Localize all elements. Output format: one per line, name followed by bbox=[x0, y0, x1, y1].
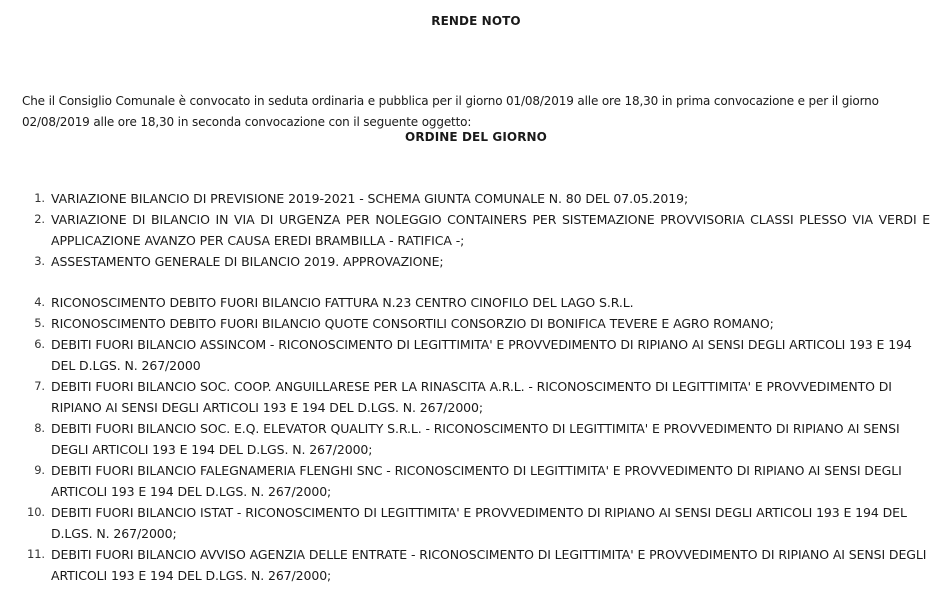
agenda-item-number: 3. bbox=[34, 254, 45, 268]
agenda-item bbox=[0, 313, 952, 334]
agenda-item-text: DEBITI FUORI BILANCIO FALEGNAMERIA FLENGHI SNC - RICONOSCIMENTO DI LEGITTIMITA' E PROVVEDIMENTO DI RIPIANO AI SENSI DEGLI ARTICOLI 193 E 194 DEL D.LGS. N. 267/2000; bbox=[51, 463, 902, 499]
agenda-list bbox=[0, 188, 952, 586]
agenda-item bbox=[0, 334, 952, 376]
agenda-item-number: 5. bbox=[34, 316, 45, 330]
page-title: RENDE NOTO bbox=[431, 14, 521, 28]
agenda-item-number: 10. bbox=[27, 505, 45, 519]
agenda-item bbox=[0, 209, 952, 251]
agenda-item-number: 9. bbox=[34, 463, 45, 477]
agenda-item-number: 2. bbox=[34, 212, 45, 226]
agenda-item-text: RICONOSCIMENTO DEBITO FUORI BILANCIO FATTURA N.23 CENTRO CINOFILO DEL LAGO S.R.L. bbox=[51, 295, 634, 310]
agenda-item-text: VARIAZIONE BILANCIO DI PREVISIONE 2019-2021 - SCHEMA GIUNTA COMUNALE N. 80 DEL 07.05.2019; bbox=[51, 191, 689, 206]
agenda-item-text: ASSESTAMENTO GENERALE DI BILANCIO 2019. APPROVAZIONE; bbox=[51, 254, 444, 269]
agenda-item bbox=[0, 418, 952, 460]
agenda-title: ORDINE DEL GIORNO bbox=[405, 130, 547, 144]
agenda-item-number: 7. bbox=[34, 379, 45, 393]
agenda-item bbox=[0, 292, 952, 313]
agenda-item-text: DEBITI FUORI BILANCIO SOC. COOP. ANGUILLARESE PER LA RINASCITA A.R.L. - RICONOSCIMENTO DI LEGITTIMITA' E PROVVEDIMENTO DI RIPIANO AI SENSI DEGLI ARTICOLI 193 E 194 DEL D.LGS. N. 267/2000; bbox=[51, 379, 892, 415]
agenda-item-number: 6. bbox=[34, 337, 45, 351]
agenda-item bbox=[0, 544, 952, 586]
agenda-item-number: 1. bbox=[34, 191, 45, 205]
agenda-item bbox=[0, 460, 952, 502]
agenda-item-text: RICONOSCIMENTO DEBITO FUORI BILANCIO QUOTE CONSORTILI CONSORZIO DI BONIFICA TEVERE E AGRO ROMANO; bbox=[51, 316, 774, 331]
agenda-item-text: DEBITI FUORI BILANCIO ISTAT - RICONOSCIMENTO DI LEGITTIMITA' E PROVVEDIMENTO DI RIPIANO AI SENSI DEGLI ARTICOLI 193 E 194 DEL D.LGS. N. 267/2000; bbox=[51, 505, 907, 541]
agenda-item-text: DEBITI FUORI BILANCIO ASSINCOM - RICONOSCIMENTO DI LEGITTIMITA' E PROVVEDIMENTO DI RIPIANO AI SENSI DEGLI ARTICOLI 193 E 194 DEL D.LGS. N. 267/2000 bbox=[51, 337, 912, 373]
agenda-item bbox=[0, 188, 952, 209]
agenda-item-text: DEBITI FUORI BILANCIO AVVISO AGENZIA DELLE ENTRATE - RICONOSCIMENTO DI LEGITTIMITA' E PROVVEDIMENTO DI RIPIANO AI SENSI DEGLI ARTICOLI 193 E 194 DEL D.LGS. N. 267/2000; bbox=[51, 547, 927, 583]
agenda-item-text: VARIAZIONE DI BILANCIO IN VIA DI URGENZA PER NOLEGGIO CONTAINERS PER SISTEMAZIONE PROVVISORIA CLASSI PLESSO VIA VERDI E APPLICAZIONE AVANZO PER CAUSA EREDI BRAMBILLA - RATIFICA -; bbox=[51, 212, 930, 248]
agenda-item-number: 8. bbox=[34, 421, 45, 435]
agenda-item-number: 4. bbox=[34, 295, 45, 309]
agenda-item bbox=[0, 251, 952, 272]
agenda-item bbox=[0, 376, 952, 418]
intro-paragraph: Che il Consiglio Comunale è convocato in seduta ordinaria e pubblica per il giorno 01/08/2019 alle ore 18,30 in prima convocazione e per il giorno 02/08/2019 alle ore 18,30 in seconda convocazione con il seguente oggetto: bbox=[22, 94, 879, 129]
agenda-item-number: 11. bbox=[27, 547, 45, 561]
agenda-item bbox=[0, 502, 952, 544]
agenda-item-text: DEBITI FUORI BILANCIO SOC. E.Q. ELEVATOR QUALITY S.R.L. - RICONOSCIMENTO DI LEGITTIMITA' E PROVVEDIMENTO DI RIPIANO AI SENSI DEGLI ARTICOLI 193 E 194 DEL D.LGS. N. 267/2000; bbox=[51, 421, 900, 457]
